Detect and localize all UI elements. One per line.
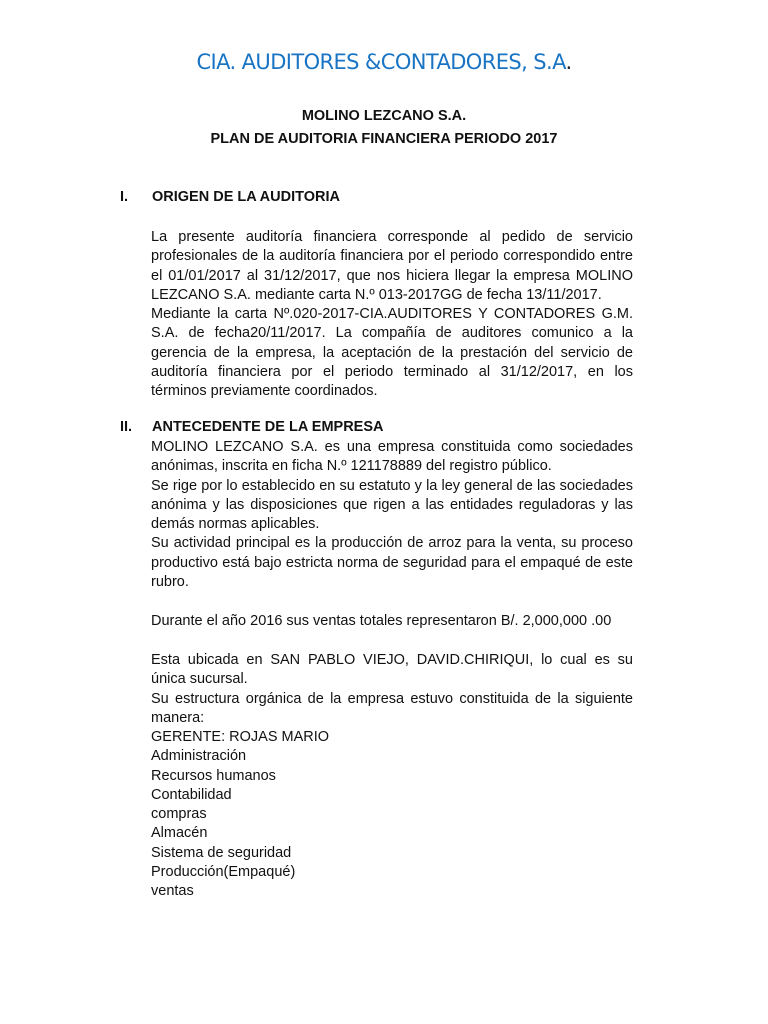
paragraph: La presente auditoría financiera corresponde al pedido de servicio profesionales de la auditoría financiera por el periodo correspondido entre el 01/01/2017 al 31/12/2017, que nos hiciera llegar la empresa MOLINO LEZCANO S.A. mediante carta N.º 013-2017GG de fecha 13/11/2017. xyxy=(151,229,633,303)
paragraph: Esta ubicada en SAN PABLO VIEJO, DAVID.CHIRIQUI, lo cual es su única sucursal. xyxy=(151,652,633,688)
paragraph: Mediante la carta Nº.020-2017-CIA.AUDITORES Y CONTADORES G.M. S.A. de fecha20/11/2017. La compañía de auditores comunico a la gerencia de la empresa, la aceptación de la prestación del servicio de auditoría financiera por el periodo terminado al 31/12/2017, en los términos previamente coordinados. xyxy=(151,306,633,400)
company-title-dot: . xyxy=(565,50,572,74)
org-item: Contabilidad xyxy=(151,786,232,803)
section-number: I. xyxy=(120,189,129,205)
org-item: Administración xyxy=(151,748,247,765)
org-item: ventas xyxy=(151,883,194,900)
paragraph: Su estructura orgánica de la empresa estuvo constituida de la siguiente manera: xyxy=(151,690,633,726)
paragraph: MOLINO LEZCANO S.A. es una empresa constituida como sociedades anónimas, inscrita en ficha N.º 121178889 del registro público. xyxy=(151,439,633,475)
section-title: ANTECEDENTE DE LA EMPRESA xyxy=(152,419,384,435)
company-title xyxy=(0,50,768,74)
paragraph: Se rige por lo establecido en su estatuto y la ley general de las sociedades anónima y las disposiciones que rigen a las entidades reguladoras y las demás normas aplicables. xyxy=(151,477,633,533)
plan-title: PLAN DE AUDITORIA FINANCIERA PERIODO 2017 xyxy=(210,131,558,147)
org-item: GERENTE: ROJAS MARIO xyxy=(151,729,330,745)
org-structure-list xyxy=(151,728,329,902)
section-number: II. xyxy=(120,419,133,435)
org-item: Almacén xyxy=(151,825,208,842)
paragraph: Durante el año 2016 sus ventas totales representaron B/. 2,000,000 .00 xyxy=(151,613,612,629)
company-name: CIA. AUDITORES &CONTADORES, S.A xyxy=(196,50,566,74)
paragraph: Su actividad principal es la producción de arroz para la venta, su proceso productivo está bajo estricta norma de seguridad para el empaqué de este rubro. xyxy=(151,535,633,591)
org-item: Producción(Empaqué) xyxy=(151,864,296,881)
sales-paragraph xyxy=(151,612,633,631)
section-origen-body xyxy=(151,228,633,402)
org-item: Sistema de seguridad xyxy=(151,844,292,861)
section-antecedente-body xyxy=(151,438,633,592)
section-heading-antecedente xyxy=(120,419,383,435)
org-item: compras xyxy=(151,806,207,823)
section-title: ORIGEN DE LA AUDITORIA xyxy=(152,189,340,205)
location-paragraph xyxy=(151,651,633,728)
client-name: MOLINO LEZCANO S.A. xyxy=(301,108,467,124)
org-item: Recursos humanos xyxy=(151,767,276,784)
section-heading-origen xyxy=(120,189,340,205)
